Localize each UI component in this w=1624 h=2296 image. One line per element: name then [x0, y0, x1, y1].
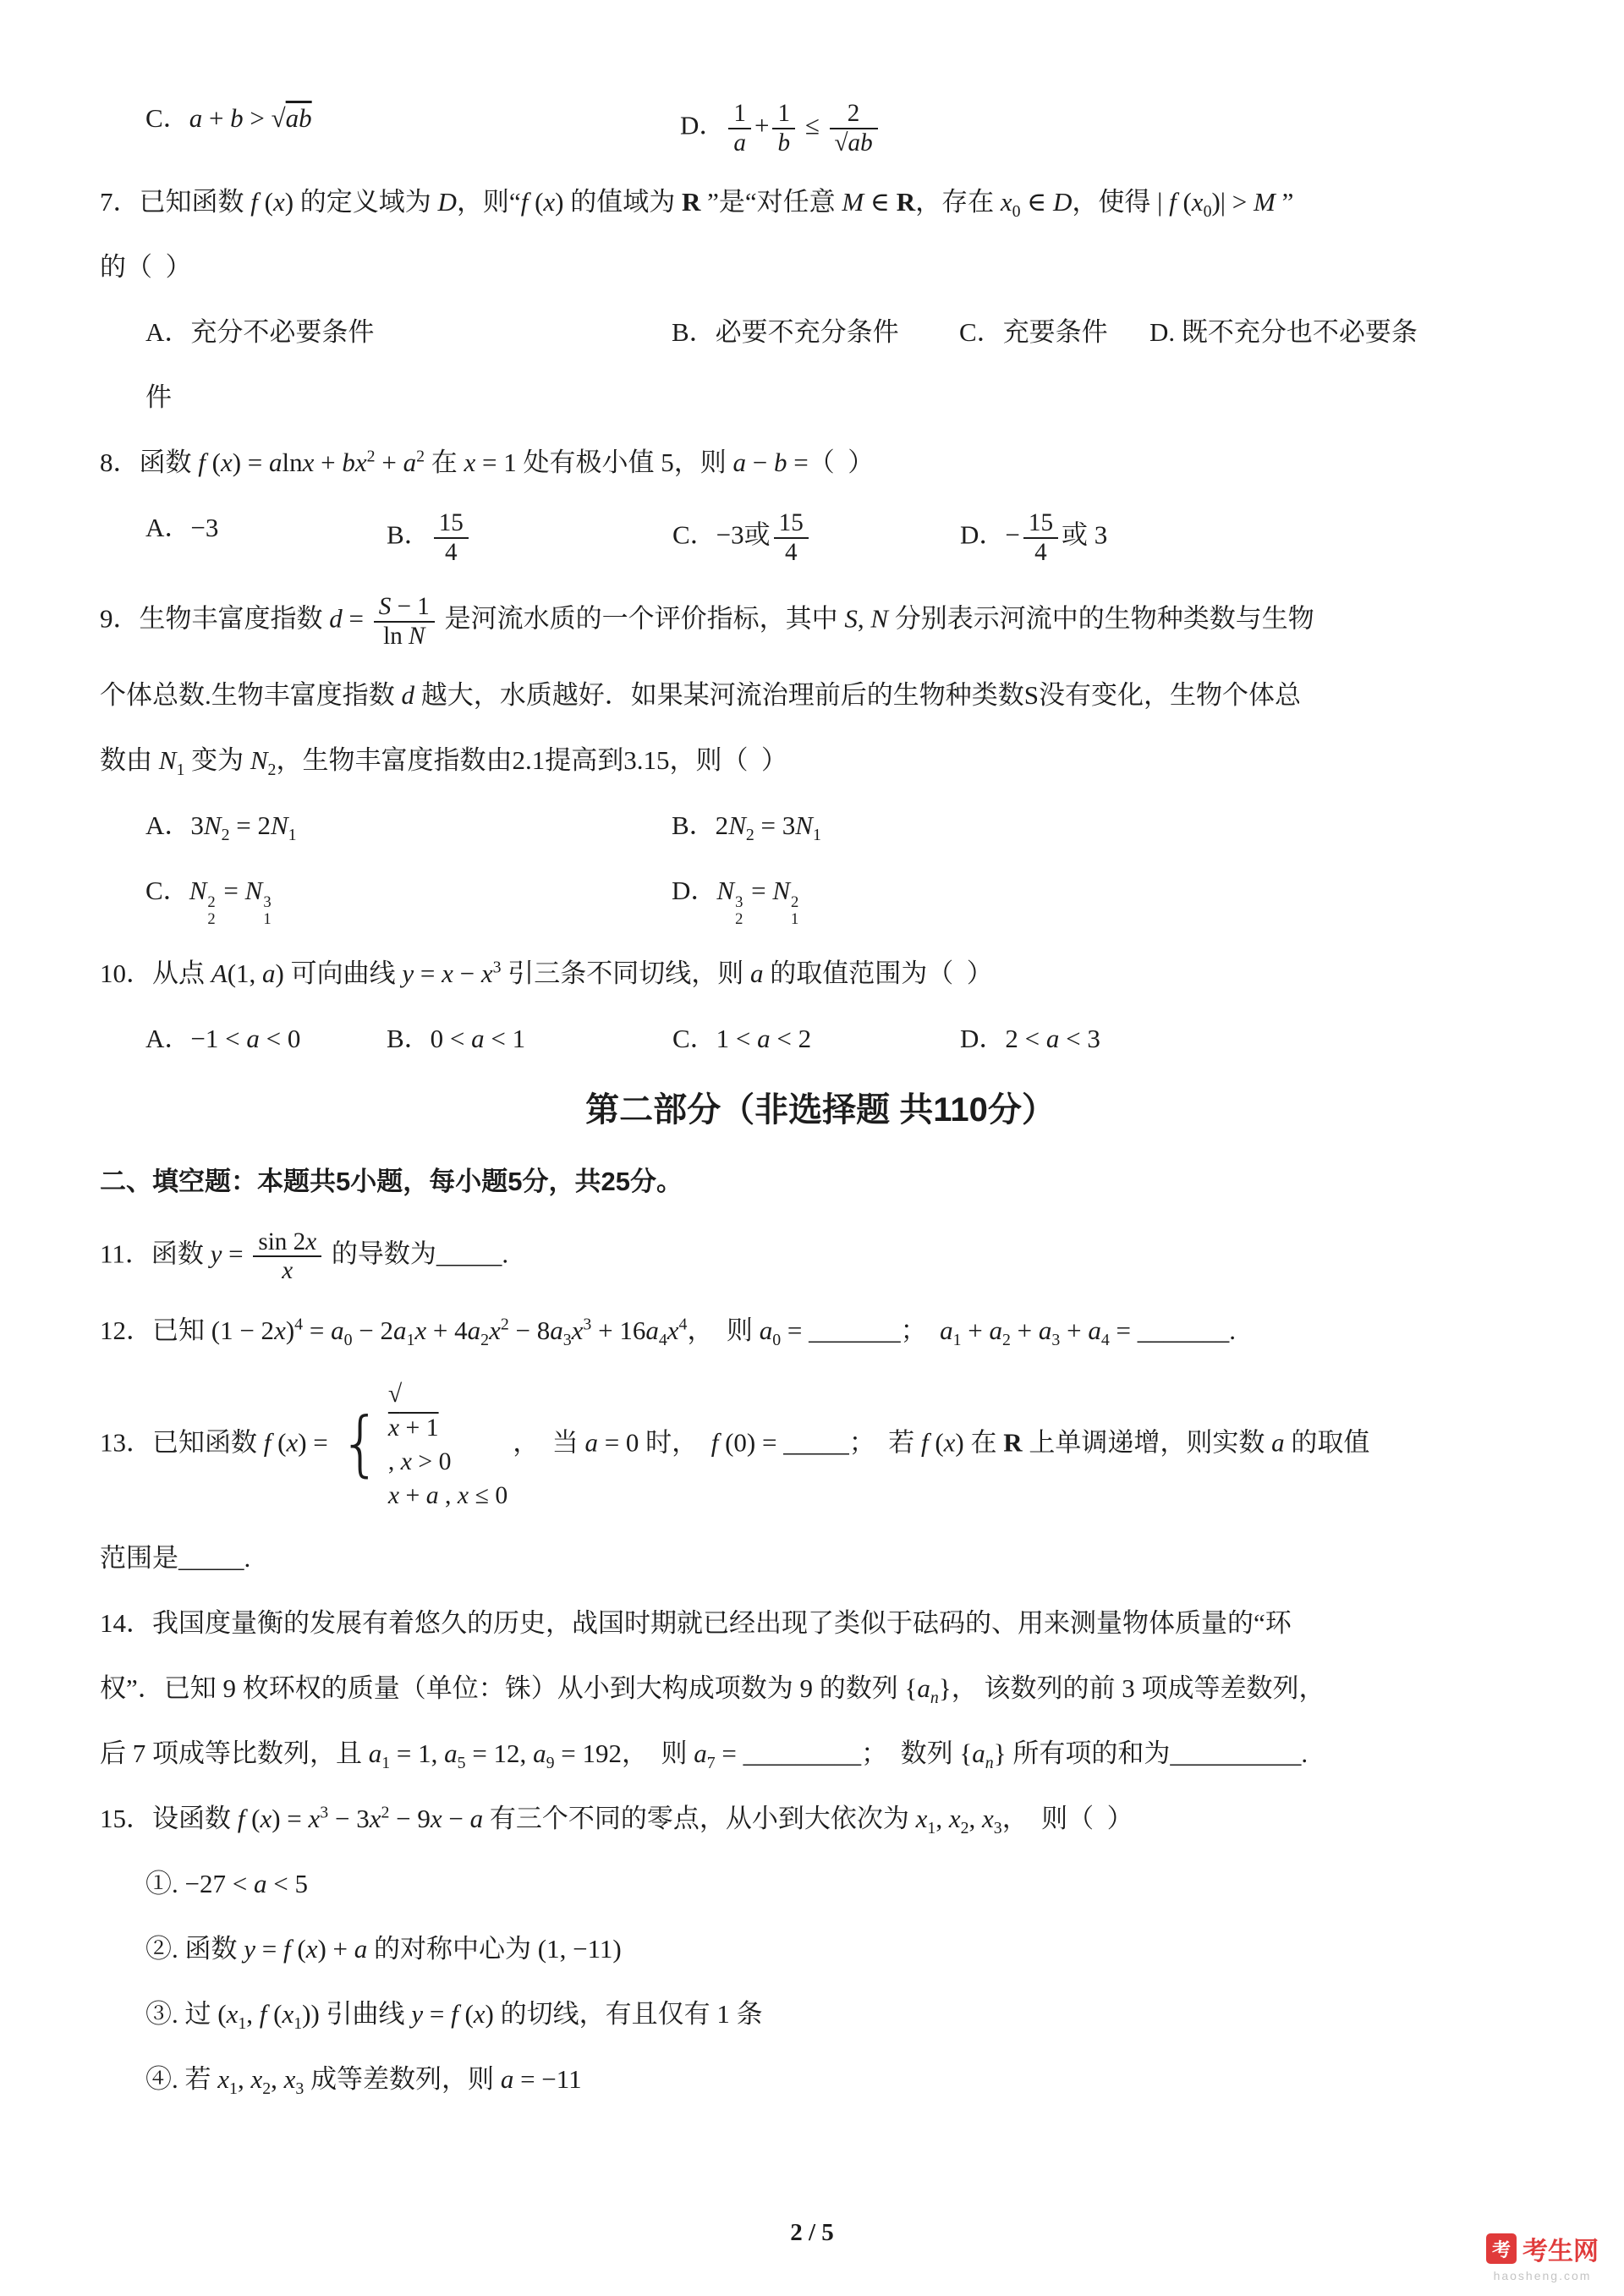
q7-options-wrap: 件 — [145, 382, 172, 413]
page-number: 2 / 5 — [790, 2219, 834, 2246]
option-c: C．充要条件 — [959, 317, 1108, 348]
q13-stem-line2: 范围是_____. — [100, 1543, 251, 1574]
q9-options-cd — [100, 872, 1541, 928]
q14-stem-line3: 后 7 项成等比数列，且 $a_1 = 1$, $a_5 = 12$, $a_9 = 192$， 则 $a_7$ = _________； 数列 $\{a_n\}$ 所有项的和为__________. — [100, 1738, 1309, 1773]
option-d: D． $\frac{1}{a}$ + $\frac{1}{b}$ ≤ $\frac{2}{√ab}$ — [680, 100, 881, 157]
option-b: B．必要不充分条件 — [672, 317, 899, 348]
q10-options — [100, 1020, 1541, 1058]
site-watermark — [1486, 2230, 1599, 2282]
site-watermark-row — [1486, 2230, 1599, 2267]
option-d: D．2 < a < 3 — [960, 1023, 1100, 1053]
option-d: D. 既不充分也不必要条 — [1149, 317, 1418, 348]
q13-stem-line1: 13．已知函数 f (x) = { √ x + 1 , x > 0 x + a , x ≤ 0 ， 当 a = 0 时， f (0) = _____； 若 f (x) 在 R 上单调递增，则实数 a 的取值 — [100, 1379, 1370, 1510]
option-d: D．N 3 2 = N 2 1 — [672, 876, 799, 928]
q15-item-2: ②. 函数 y = f (x) + a 的对称中心为 (1, −11) — [145, 1934, 622, 1964]
q8-stem: 8．函数 f $(x) = alnx + bx^2 + a^2$ 在 x = 1 处有极小值 5，则 a − b =（ ） — [100, 447, 875, 477]
q14-stem-line1: 14．我国度量衡的发展有着悠久的历史，战国时期就已经出现了类似于砝码的、用来测量物体质量的“环 — [100, 1608, 1292, 1639]
q7-options — [100, 314, 1541, 352]
q15-item-3: ③. 过 ($x_1$, f $(x_1)$) 引曲线 y = f (x) 的切线，有且仅有 1 条 — [145, 1999, 763, 2034]
exam-content — [100, 100, 1541, 2126]
option-c: C．1 < a < 2 — [672, 1023, 812, 1053]
option-a: A．−1 < a < 0 — [145, 1023, 301, 1053]
q9-options-ab — [100, 807, 1541, 845]
option-b: B．0 < a < 1 — [387, 1023, 526, 1053]
q15-item-1: ①. −27 < a < 5 — [145, 1869, 308, 1899]
site-logo-icon: 考 — [1486, 2233, 1517, 2264]
q15-item-4: ④. 若 $x_1$, $x_2$, $x_3$ 成等差数列，则 a = −11 — [145, 2063, 582, 2099]
option-a: A．−3 — [145, 512, 219, 542]
part2-title: 第二部分（非选择题 共110分） — [585, 1090, 1056, 1129]
q11-stem: 11．函数 y = $\frac{\sin 2x}{x}$ 的导数为_____. — [100, 1228, 509, 1285]
q9-stem-line1: 9．生物丰富度指数 d = $\frac{S - 1}{\text{ln N}}$ 是河流水质的一个评价指标，其中 S, N 分别表示河流中的生物种类数与生物 — [100, 593, 1314, 650]
q9-stem-line2: 个体总数.生物丰富度指数 d 越大，水质越好．如果某河流治理前后的生物种类数S没有变化，生物个体总 — [100, 680, 1301, 711]
q7-stem-line1: 7．已知函数 f (x) 的定义域为 D，则“f (x) 的值域为 R ”是“对任意 M ∈ R，存在 $x_0$ ∈ D，使得 | f $(x_0)| > M$ ” — [100, 187, 1294, 222]
q10-stem: 10．从点 A(1, a) 可向曲线 $y = x - x^3$ 引三条不同切线，则 a 的取值范围为（ ） — [100, 958, 993, 988]
site-name: 考生网 — [1522, 2238, 1599, 2266]
q7-stem-line2: 的（ ） — [100, 252, 192, 283]
option-c: C．N 2 2 = N 3 1 — [145, 876, 272, 928]
q9-stem-line3: 数由 $N_1$ 变为 $N_2$，生物丰富度指数由2.1提高到3.15，则（ ） — [100, 745, 787, 780]
q14-stem-line2: 权”．已知 9 枚环权的质量（单位：铢）从小到大构成项数为 9 的数列 $\{a_n\}$， 该数列的前 3 项成等差数列， — [100, 1673, 1325, 1708]
site-domain: haosheng.com — [1493, 2269, 1592, 2282]
option-c: C．a + b > √ab — [145, 103, 312, 133]
q8-options — [100, 509, 1541, 566]
option-c: C．−3或 $\frac{15}{4}$ — [672, 509, 960, 566]
option-b: B． $\frac{15}{4}$ — [387, 509, 672, 566]
option-a: A．充分不必要条件 — [145, 317, 375, 348]
option-b: B．$2N_2 = 3N_1$ — [672, 810, 821, 845]
q15-stem: 15．设函数 f $(x) = x^3 - 3x^2 - 9x - a$ 有三个不同的零点，从小到大依次为 $x_1$, $x_2$, $x_3$， 则（ ） — [100, 1803, 1133, 1838]
option-a: A．$3N_2 = 2N_1$ — [145, 810, 297, 845]
q6-options-cd — [100, 100, 1541, 157]
option-d: D．− $\frac{15}{4}$ 或 3 — [960, 508, 1108, 566]
section2-header: 二、填空题：本题共5小题，每小题5分，共25分。 — [100, 1166, 683, 1196]
q12-stem: 12．已知 $(1 - 2x)^4 = a_0 - 2a_1x + 4a_2x^2 - 8a_3x^3 + 16a_4x^4$， 则 $a_0$ = _______； $a_1 + a_2 + a_3 + a_4$ = _______. — [100, 1315, 1236, 1350]
